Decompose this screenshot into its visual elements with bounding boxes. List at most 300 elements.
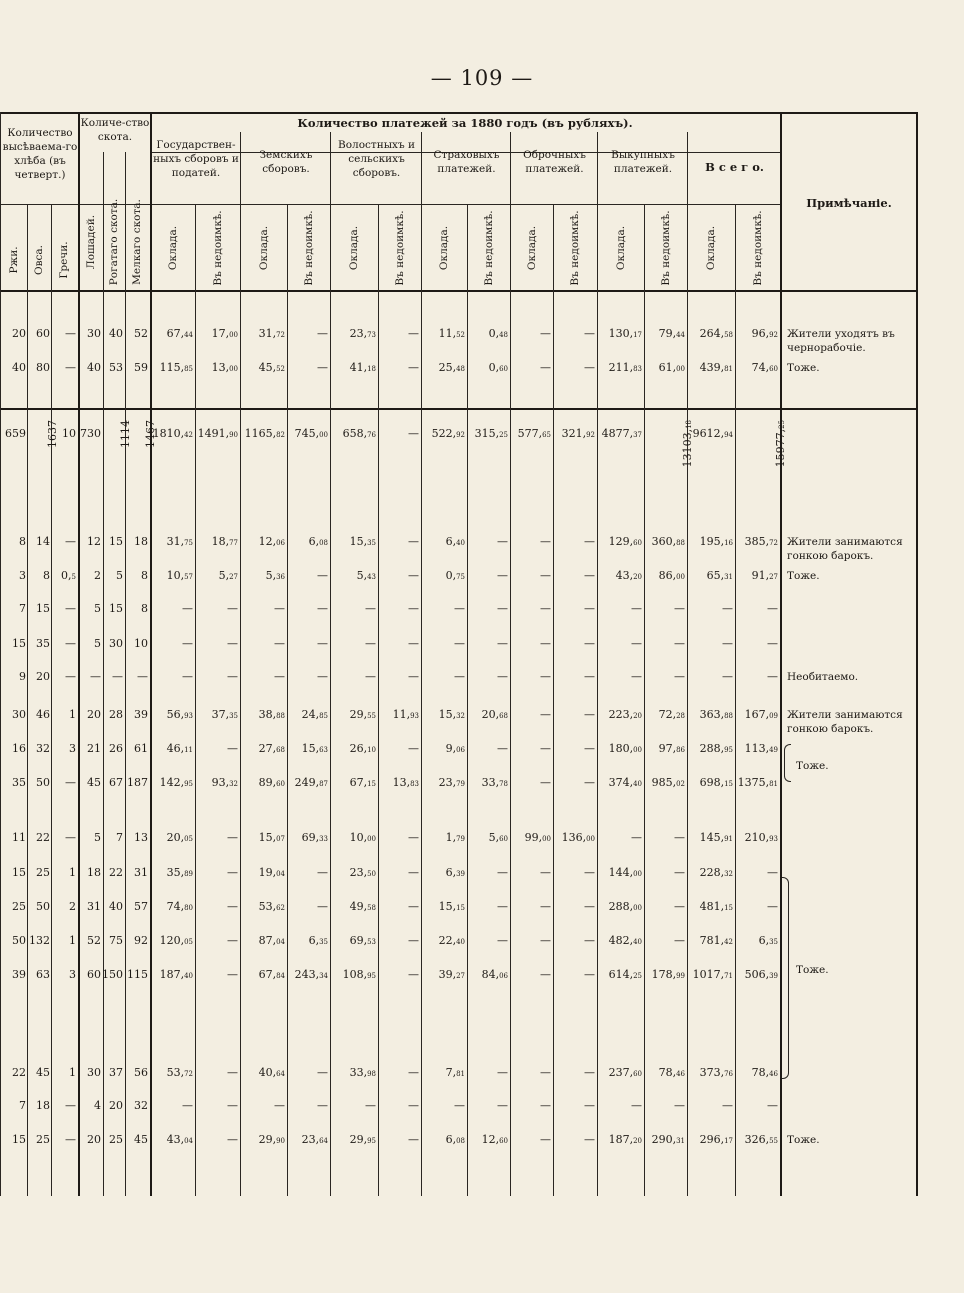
table-cell: 40	[87, 361, 101, 374]
arrears-subheader: Въ недоимкѣ.	[482, 210, 495, 286]
table-cell: 223,20	[608, 708, 642, 721]
table-cell: 0,75	[445, 569, 465, 582]
table-cell: 481,15	[699, 900, 733, 913]
table-cell: —	[497, 670, 508, 683]
table-cell: —	[408, 742, 419, 755]
table-cell: 11,93	[392, 708, 419, 721]
table-cell: —	[631, 831, 642, 844]
table-cell: —	[767, 602, 778, 615]
horses-header: Лошадей.	[85, 214, 97, 270]
table-cell: 288,00	[608, 900, 642, 913]
table-cell: —	[584, 569, 595, 582]
table-cell: 40	[12, 361, 26, 374]
table-cell: 18	[36, 1099, 50, 1112]
table-cell: 31,72	[258, 327, 285, 340]
table-cell: 53	[109, 361, 123, 374]
table-cell: —	[584, 866, 595, 879]
table-cell: —	[674, 866, 685, 879]
table-cell: 12,60	[481, 1133, 508, 1146]
table-cell: —	[540, 569, 551, 582]
brace-mark	[782, 877, 789, 1079]
table-cell: —	[497, 934, 508, 947]
table-cell: 10,00	[349, 831, 376, 844]
table-cell: 20,05	[166, 831, 193, 844]
table-cell: 67,15	[349, 776, 376, 789]
table-cell: 130,17	[608, 327, 642, 340]
table-cell: 13,83	[392, 776, 419, 789]
table-cell: —	[408, 535, 419, 548]
table-cell: —	[540, 934, 551, 947]
table-cell: 243,34	[294, 968, 328, 981]
table-cell: —	[182, 637, 193, 650]
table-cell: 506,39	[744, 968, 778, 981]
table-cell: —	[408, 866, 419, 879]
table-cell: —	[454, 670, 465, 683]
table-cell: —	[497, 900, 508, 913]
arrears-subheader: Въ недоимкѣ.	[211, 210, 224, 286]
small-livestock-header: Мелкаго скота.	[131, 199, 143, 285]
table-cell: —	[584, 327, 595, 340]
table-cell: 228,32	[699, 866, 733, 879]
table-cell: 39	[134, 708, 148, 721]
table-cell: —	[584, 776, 595, 789]
table-cell: 1637	[46, 420, 59, 448]
table-cell: —	[408, 831, 419, 844]
table-cell: 7,81	[445, 1066, 465, 1079]
table-cell: 5	[94, 637, 101, 650]
table-cell: —	[317, 637, 328, 650]
table-cell: 178,99	[651, 968, 685, 981]
table-cell: 72,28	[658, 708, 685, 721]
arrears-subheader: Въ недоимкѣ.	[302, 210, 315, 286]
table-cell: —	[408, 361, 419, 374]
table-cell: —	[317, 900, 328, 913]
table-cell: 40,64	[258, 1066, 285, 1079]
rye-header: Ржи.	[8, 246, 20, 274]
table-cell: 49,58	[349, 900, 376, 913]
table-cell: 211,83	[608, 361, 642, 374]
table-cell: 33,98	[349, 1066, 376, 1079]
remarks-header: Примѣчаніе.	[806, 196, 892, 210]
table-cell: 23,73	[349, 327, 376, 340]
table-cell: —	[767, 866, 778, 879]
table-cell: 61,00	[658, 361, 685, 374]
table-cell: —	[317, 1099, 328, 1112]
table-cell: 50	[36, 900, 50, 913]
table-cell: 92	[134, 934, 148, 947]
table-cell: 15	[12, 1133, 26, 1146]
table-cell: 7	[19, 602, 26, 615]
table-cell: 63	[36, 968, 50, 981]
remark-note: Жители занимаются гонкою барокъ.	[787, 709, 903, 735]
table-cell: —	[365, 1099, 376, 1112]
table-cell: —	[674, 900, 685, 913]
table-cell: 1	[69, 708, 76, 721]
table-cell: —	[274, 637, 285, 650]
table-cell: —	[454, 1099, 465, 1112]
table-cell: 290,31	[651, 1133, 685, 1146]
table-cell: —	[497, 866, 508, 879]
table-cell: —	[227, 1066, 238, 1079]
table-cell: 5,60	[488, 831, 508, 844]
table-cell: 781,42	[699, 934, 733, 947]
table-cell: —	[65, 327, 76, 340]
table-cell: —	[227, 670, 238, 683]
table-cell: 326,55	[744, 1133, 778, 1146]
table-cell: —	[65, 535, 76, 548]
table-cell: 50	[36, 776, 50, 789]
table-cell: 38,88	[258, 708, 285, 721]
arrears-subheader: Въ недоимкѣ.	[659, 210, 672, 286]
table-cell: 187	[127, 776, 148, 789]
table-cell: —	[408, 569, 419, 582]
table-cell: 74,60	[751, 361, 778, 374]
table-cell: —	[540, 742, 551, 755]
remark-note: Жители уходятъ въ чернорабочіе.	[787, 328, 895, 354]
table-cell: —	[674, 1099, 685, 1112]
remark-note: Жители занимаются гонкою барокъ.	[787, 536, 903, 562]
table-cell: 2	[94, 569, 101, 582]
table-cell: 13103,18	[681, 420, 694, 468]
remark-note: Тоже.	[787, 1134, 820, 1146]
table-cell: 373,76	[699, 1066, 733, 1079]
table-cell: 5,36	[265, 569, 285, 582]
table-cell: —	[227, 637, 238, 650]
table-cell: 32	[36, 742, 50, 755]
table-cell: 89,60	[258, 776, 285, 789]
table-cell: 18	[87, 866, 101, 879]
table-cell: —	[317, 361, 328, 374]
table-cell: 3	[69, 742, 76, 755]
table-cell: 21	[87, 742, 101, 755]
arrears-subheader: Въ недоимкѣ.	[393, 210, 406, 286]
table-cell: —	[674, 934, 685, 947]
table-cell: 45	[134, 1133, 148, 1146]
table-cell: —	[722, 637, 733, 650]
table-cell: —	[584, 637, 595, 650]
table-cell: 97,86	[658, 742, 685, 755]
buckwheat-header: Гречи.	[58, 241, 70, 279]
table-cell: 11	[12, 831, 26, 844]
table-cell: —	[65, 1099, 76, 1112]
table-cell: —	[65, 637, 76, 650]
table-cell: 144,00	[608, 866, 642, 879]
table-cell: 15	[36, 602, 50, 615]
table-cell: 6,35	[308, 934, 328, 947]
table-cell: 13,00	[211, 361, 238, 374]
table-cell: 33,78	[481, 776, 508, 789]
table-cell: 80	[36, 361, 50, 374]
table-cell: 50	[12, 934, 26, 947]
table-cell: 9,06	[445, 742, 465, 755]
table-cell: 84,06	[481, 968, 508, 981]
table-cell: 53,62	[258, 900, 285, 913]
table-cell: 69,53	[349, 934, 376, 947]
table-cell: 61	[134, 742, 148, 755]
table-cell: —	[227, 742, 238, 755]
table-cell: 288,95	[699, 742, 733, 755]
table-cell: —	[584, 900, 595, 913]
table-cell: 19,04	[258, 866, 285, 879]
table-cell: —	[227, 866, 238, 879]
table-cell: —	[65, 831, 76, 844]
table-cell: 25	[12, 900, 26, 913]
table-cell: 1491,90	[197, 427, 238, 440]
table-cell: 15977,25	[774, 420, 787, 468]
table-cell: —	[408, 900, 419, 913]
table-cell: 7	[116, 831, 123, 844]
table-cell: 25	[36, 866, 50, 879]
table-cell: 5,43	[356, 569, 376, 582]
table-cell: —	[540, 602, 551, 615]
table-cell: 1017,71	[692, 968, 733, 981]
table-cell: 15	[12, 637, 26, 650]
table-cell: 150	[102, 968, 123, 981]
table-cell: 14	[36, 535, 50, 548]
table-cell: —	[408, 637, 419, 650]
zemstvo-header: Земскихъ сборовъ.	[259, 149, 313, 175]
table-cell: 12	[87, 535, 101, 548]
table-cell: —	[674, 602, 685, 615]
table-cell: —	[497, 1099, 508, 1112]
table-cell: 45	[36, 1066, 50, 1079]
brace-mark	[784, 744, 791, 782]
table-cell: 35,89	[166, 866, 193, 879]
table-cell: 22	[12, 1066, 26, 1079]
arrears-subheader: Въ недоимкѣ.	[569, 210, 581, 286]
table-cell: —	[497, 535, 508, 548]
table-cell: 195,16	[699, 535, 733, 548]
table-cell: —	[408, 1133, 419, 1146]
table-cell: —	[722, 602, 733, 615]
table-cell: —	[65, 602, 76, 615]
table-cell: 264,58	[699, 327, 733, 340]
table-cell: 32	[134, 1099, 148, 1112]
table-cell: 23,64	[301, 1133, 328, 1146]
table-cell: —	[584, 1099, 595, 1112]
table-cell: 41,18	[349, 361, 376, 374]
table-cell: 37	[109, 1066, 123, 1079]
grain-header: Количество высѣваема-го хлѣба (въ четверт.)	[2, 127, 78, 181]
table-cell: 37,35	[211, 708, 238, 721]
table-cell: —	[408, 1066, 419, 1079]
table-cell: —	[584, 361, 595, 374]
insurance-header: Страховыхъ платежей.	[433, 149, 500, 175]
assessed-subheader: Оклада.	[438, 225, 450, 271]
table-cell: —	[137, 670, 148, 683]
table-cell: 8	[43, 569, 50, 582]
table-cell: 15,15	[438, 900, 465, 913]
table-cell: 28	[109, 708, 123, 721]
table-cell: —	[90, 670, 101, 683]
table-cell: —	[497, 637, 508, 650]
table-cell: 145,91	[699, 831, 733, 844]
table-cell: 69,33	[301, 831, 328, 844]
table-cell: 11,52	[438, 327, 465, 340]
table-cell: 30	[87, 1066, 101, 1079]
table-cell: —	[767, 637, 778, 650]
table-cell: —	[540, 866, 551, 879]
remark-note: Необитаемо.	[787, 671, 859, 683]
table-cell: 249,87	[294, 776, 328, 789]
table-cell: —	[317, 1066, 328, 1079]
table-cell: 210,93	[744, 831, 778, 844]
table-cell: —	[584, 708, 595, 721]
table-cell: —	[584, 602, 595, 615]
table-cell: —	[408, 327, 419, 340]
table-cell: 108,95	[342, 968, 376, 981]
table-cell: 25,48	[438, 361, 465, 374]
table-cell: —	[631, 1099, 642, 1112]
table-cell: 52	[87, 934, 101, 947]
table-cell: 1375,81	[737, 776, 778, 789]
table-cell: 1	[69, 934, 76, 947]
oats-header: Овса.	[33, 245, 45, 275]
table-cell: 67,44	[166, 327, 193, 340]
table-cell: —	[112, 670, 123, 683]
table-cell: —	[540, 968, 551, 981]
table-cell: —	[408, 602, 419, 615]
table-cell: 15,63	[301, 742, 328, 755]
table-cell: 78,46	[751, 1066, 778, 1079]
table-cell: —	[317, 670, 328, 683]
table-cell: 20,68	[481, 708, 508, 721]
table-cell: —	[182, 670, 193, 683]
table-cell: 35	[12, 776, 26, 789]
table-cell: 187,20	[608, 1133, 642, 1146]
payments-header: Количество платежей за 1880 годъ (въ рубляхъ).	[297, 116, 633, 130]
table-cell: —	[584, 670, 595, 683]
table-cell: 363,88	[699, 708, 733, 721]
table-cell: 132	[29, 934, 50, 947]
table-cell: 78,46	[658, 1066, 685, 1079]
table-cell: —	[317, 569, 328, 582]
table-cell: 20	[36, 670, 50, 683]
state-header: Государствен-ныхъ сборовъ и податей.	[153, 139, 239, 179]
table-cell: 8	[141, 569, 148, 582]
table-cell: 18	[134, 535, 148, 548]
table-cell: 2	[69, 900, 76, 913]
table-cell: 730	[80, 427, 101, 440]
table-cell: 96,92	[751, 327, 778, 340]
table-cell: 658,76	[342, 427, 376, 440]
livestock-header: Количе-ство скота.	[80, 117, 150, 143]
table-cell: —	[408, 670, 419, 683]
table-cell: 6,35	[758, 934, 778, 947]
table-cell: 26	[109, 742, 123, 755]
page-number: — 109 —	[430, 66, 534, 90]
table-cell: 16	[12, 742, 26, 755]
statistics-table	[0, 112, 918, 1196]
table-cell: 6,08	[308, 535, 328, 548]
table-cell: 13	[134, 831, 148, 844]
table-cell: —	[584, 1133, 595, 1146]
table-cell: —	[540, 327, 551, 340]
table-cell: —	[227, 934, 238, 947]
assessed-subheader: Оклада.	[705, 225, 717, 271]
table-cell: 9	[19, 670, 26, 683]
table-cell: 56	[134, 1066, 148, 1079]
remark-note: Тоже.	[787, 362, 820, 374]
volost-header: Волостныхъ и сельскихъ сборовъ.	[337, 139, 415, 179]
table-cell: —	[674, 670, 685, 683]
table-cell: 142,95	[159, 776, 193, 789]
table-cell: —	[767, 900, 778, 913]
table-cell: 482,40	[608, 934, 642, 947]
table-cell: 39	[12, 968, 26, 981]
table-cell: 39,27	[438, 968, 465, 981]
table-cell: 15,07	[258, 831, 285, 844]
table-cell: 10,57	[166, 569, 193, 582]
table-cell: 65,31	[706, 569, 733, 582]
table-cell: 3	[19, 569, 26, 582]
assessed-subheader: Оклада.	[257, 225, 270, 271]
table-cell: 5	[94, 831, 101, 844]
table-cell: —	[65, 361, 76, 374]
table-cell: 167,09	[744, 708, 778, 721]
table-cell: 237,60	[608, 1066, 642, 1079]
table-cell: 26,10	[349, 742, 376, 755]
table-cell: —	[540, 776, 551, 789]
table-cell: 74,80	[166, 900, 193, 913]
table-cell: 53,72	[166, 1066, 193, 1079]
table-cell: 46	[36, 708, 50, 721]
table-cell: —	[631, 670, 642, 683]
table-cell: —	[540, 1133, 551, 1146]
table-cell: —	[182, 1099, 193, 1112]
table-cell: 129,60	[608, 535, 642, 548]
table-cell: 20	[87, 1133, 101, 1146]
table-cell: 40	[109, 900, 123, 913]
table-cell: 15	[109, 535, 123, 548]
table-cell: —	[408, 1099, 419, 1112]
table-cell: 45,52	[258, 361, 285, 374]
remark-note: Тоже.	[787, 570, 820, 582]
table-cell: —	[584, 968, 595, 981]
table-cell: 9612,94	[692, 427, 733, 440]
table-cell: 7	[19, 1099, 26, 1112]
table-cell: —	[540, 900, 551, 913]
assessed-subheader: Оклада.	[166, 225, 179, 271]
table-cell: 86,00	[658, 569, 685, 582]
remark-note: Тоже.	[796, 760, 829, 772]
table-cell: —	[65, 1133, 76, 1146]
table-cell: 30	[109, 637, 123, 650]
table-cell: 30	[87, 327, 101, 340]
table-cell: —	[540, 637, 551, 650]
table-cell: 87,04	[258, 934, 285, 947]
table-cell: 30	[12, 708, 26, 721]
total-header: В с е г о.	[705, 160, 764, 174]
table-cell: 15	[12, 866, 26, 879]
table-cell: 1,79	[445, 831, 465, 844]
table-cell: —	[497, 602, 508, 615]
table-cell: 8	[141, 602, 148, 615]
table-cell: 315,25	[474, 427, 508, 440]
table-cell: 113,49	[744, 742, 778, 755]
table-cell: —	[227, 1133, 238, 1146]
arrears-subheader: Въ недоимкѣ.	[751, 210, 764, 286]
table-cell: —	[454, 637, 465, 650]
table-cell: 22	[36, 831, 50, 844]
table-cell: 60	[36, 327, 50, 340]
table-cell: —	[182, 602, 193, 615]
table-cell: 31	[87, 900, 101, 913]
table-cell: —	[497, 569, 508, 582]
table-cell: —	[674, 831, 685, 844]
table-cell: 22,40	[438, 934, 465, 947]
table-cell: 15	[109, 602, 123, 615]
